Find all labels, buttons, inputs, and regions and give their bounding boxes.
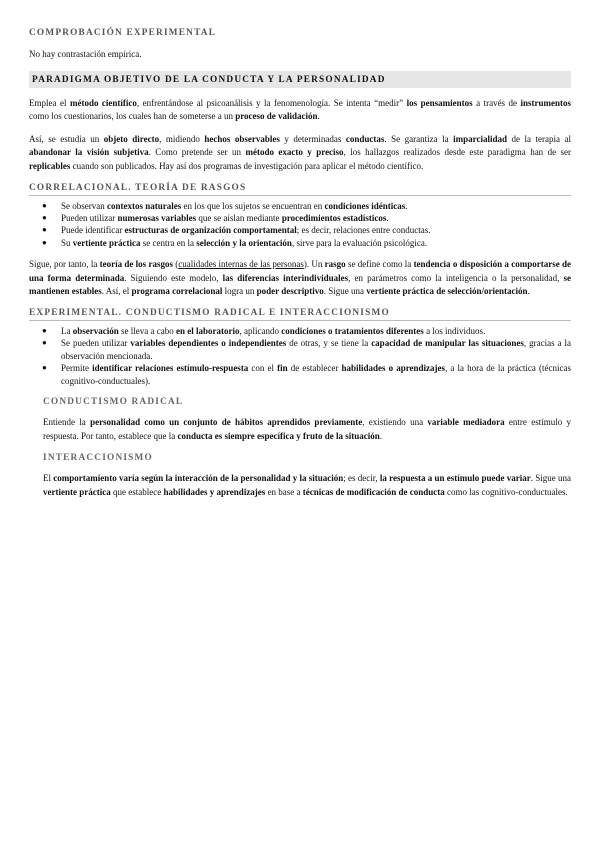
bold-text-run: conductas — [345, 133, 385, 144]
text-run: ( — [172, 259, 179, 270]
text-run: Puede identificar — [61, 225, 125, 236]
bold-text-run: conducta es siempre específica y fruto de la situación — [177, 430, 380, 441]
document-page — [29, 22, 571, 499]
text-run: con el — [248, 363, 278, 374]
text-run: , existiendo una — [362, 417, 428, 427]
bold-text-run: capacidad de manipular las situaciones — [371, 338, 524, 349]
bold-text-run: replicables — [29, 160, 71, 171]
bold-text-run: habilidades o aprendizajes — [341, 363, 446, 374]
text-run: Emplea el — [29, 97, 70, 108]
text-run: en los que los sujetos se encuentran en — [181, 200, 325, 211]
bold-text-run: poder descriptivo — [256, 286, 324, 297]
text-run: se lleva a cabo — [118, 325, 176, 336]
bold-text-run: hechos observables — [204, 133, 280, 144]
bold-text-run: método exacto y preciso — [245, 147, 344, 158]
list-item — [29, 325, 571, 337]
text-run: . Siguiendo este modelo, — [124, 272, 223, 283]
bold-text-run: instrumentos — [520, 97, 572, 108]
text-run: entre estímulo y respuesta. Por tanto, establece que la — [43, 417, 571, 441]
bold-text-run: abandonar la visión subjetiva — [29, 147, 149, 158]
text-run: Así, se estudia un — [29, 133, 104, 144]
text-run: como las cognitivo-conductuales. — [444, 486, 568, 497]
text-run: Sigue, por tanto, la — [29, 259, 100, 270]
bold-text-run: personalidad como un conjunto de hábitos aprendidos previamente — [90, 417, 363, 427]
bold-text-run: programa correlacional — [131, 286, 223, 297]
bold-text-run: técnicas de modificación de conducta — [302, 486, 445, 497]
bold-text-run: habilidades y aprendizajes — [163, 486, 266, 497]
bold-text-run: identificar relaciones estímulo-respuesta — [92, 363, 249, 374]
bold-text-run: método científico — [69, 97, 137, 108]
text-run: se centra en la — [140, 237, 197, 248]
bold-text-run: variable mediadora — [427, 417, 505, 427]
text-run: , en parámetros como la inteligencia o la personalidad, — [348, 272, 564, 283]
text-run: ). Un — [303, 259, 325, 270]
text-run: , midiendo — [159, 133, 205, 144]
text-run: . — [317, 111, 320, 122]
text-run: . — [527, 286, 530, 297]
text-run: La — [61, 325, 73, 336]
bold-text-run: tendencia o disposición a comportarse de una forma determinada — [29, 259, 571, 283]
list-item — [29, 237, 571, 249]
text-run: , los hallazgos realizados desde este paradigma han de ser — [343, 147, 572, 158]
bold-text-run: fin — [277, 363, 288, 374]
text-run: de otras, y se tiene la — [286, 338, 372, 349]
heading-experimental: EXPERIMENTAL. CONDUCTISMO RADICAL E INTERACCIONISMO — [29, 308, 571, 321]
text-run: . — [405, 200, 408, 211]
text-run: , enfrentándose al psicoanálisis y la fenomenología. Se intenta “medir” — [136, 97, 407, 108]
bold-text-run: condiciones idénticas — [324, 200, 406, 211]
text-run: a los individuos. — [423, 325, 486, 336]
heading-comprobacion: COMPROBACIÓN EXPERIMENTAL — [29, 28, 217, 38]
bullet-icon: ● — [42, 363, 47, 373]
bold-text-run: las diferencias interindividuales — [222, 272, 349, 283]
bullet-icon: ● — [42, 338, 47, 348]
bold-text-run: contextos naturales — [107, 200, 182, 211]
text-run: se define como la — [345, 259, 414, 270]
text-run: . Así, el — [101, 286, 132, 297]
comprobacion-text: No hay contrastación empírica. — [29, 49, 142, 59]
bold-text-run: los pensamientos — [406, 97, 473, 108]
bold-text-run: rasgo — [324, 259, 346, 270]
bold-text-run: se mantienen estables — [29, 272, 571, 297]
heading-correlacional: CORRELACIONAL. TEORÍA DE RASGOS — [29, 183, 571, 196]
bold-text-run: vertiente práctica — [43, 486, 111, 497]
bullet-icon: ● — [42, 212, 47, 222]
text-run: . — [386, 212, 389, 223]
list-item — [29, 224, 571, 236]
text-run: como los cuestionarios, los cuales han de someterse a un — [29, 111, 236, 122]
text-run: El — [43, 473, 54, 484]
text-run: Entiende la — [43, 417, 91, 427]
list-item — [29, 337, 571, 362]
text-run: ; es decir, relaciones entre conductas. — [296, 225, 431, 236]
text-run: que establece — [110, 486, 164, 497]
text-run: ; es decir, — [343, 473, 380, 484]
text-run: , a la hora de la práctica (técnicas cognitivo-conductuales). — [61, 363, 571, 386]
paradigma-paragraph-2 — [29, 133, 571, 174]
correlacional-bullets — [29, 200, 571, 250]
text-run: de establecer — [287, 363, 342, 374]
text-run: . Sigue una — [323, 286, 367, 297]
text-run: de la terapia al — [506, 133, 571, 144]
bullet-icon: ● — [42, 200, 47, 210]
conductismo-paragraph — [43, 416, 571, 443]
list-item — [29, 200, 571, 212]
bold-text-run: vertiente práctica de selección/orientación — [366, 286, 528, 297]
bold-text-run: la respuesta a un estímulo puede variar — [379, 473, 531, 484]
text-run: que se aíslan mediante — [196, 212, 282, 223]
text-run: Se observan — [61, 200, 107, 211]
bold-text-run: teoría de los rasgos — [99, 259, 173, 270]
text-run: , sirve para la evaluación psicológica. — [291, 237, 428, 248]
text-run: Se pueden utilizar — [61, 338, 131, 349]
bold-text-run: comportamiento varía según la interacción de la personalidad y la situación — [53, 473, 344, 484]
paradigma-paragraph-1 — [29, 97, 571, 124]
bold-text-run: selección y la orientación — [196, 237, 292, 248]
text-run: Su — [61, 237, 73, 248]
bullet-icon: ● — [42, 237, 47, 247]
bold-text-run: vertiente práctica — [72, 237, 141, 248]
bold-text-run: estructuras de organización comportamental — [124, 225, 297, 236]
text-run: en base a — [265, 486, 303, 497]
text-run: a través de — [472, 97, 521, 108]
bold-text-run: proceso de validación — [235, 111, 318, 122]
bullet-icon: ● — [42, 325, 47, 335]
bold-text-run: variables dependientes o independientes — [130, 338, 287, 349]
text-run: Pueden utilizar — [61, 212, 118, 223]
correlacional-paragraph — [29, 258, 571, 299]
bold-text-run: imparcialidad — [453, 133, 507, 144]
text-run: , aplicando — [239, 325, 282, 336]
bold-text-run: procedimientos estadísticos — [281, 212, 387, 223]
bold-text-run: objeto directo — [103, 133, 160, 144]
heading-paradigma: PARADIGMA OBJETIVO DE LA CONDUCTA Y LA PERSONALIDAD — [29, 71, 571, 88]
heading-interaccionismo: INTERACCIONISMO — [43, 453, 153, 464]
text-run: . Sigue una — [530, 473, 572, 484]
text-run: . Como pretende ser un — [148, 147, 246, 158]
bold-text-run: numerosas variables — [117, 212, 197, 223]
underlined-text-run: cualidades internas de las personas — [178, 259, 304, 270]
list-item — [29, 212, 571, 224]
text-run: cuando son publicados. Hay así dos programas de investigación para aplicar el método científico. — [70, 160, 424, 171]
heading-conductismo: CONDUCTISMO RADICAL — [43, 397, 184, 407]
bold-text-run: condiciones o tratamientos diferentes — [281, 325, 424, 336]
text-run: . — [379, 430, 383, 441]
text-run: Permite — [61, 363, 93, 374]
list-item — [29, 362, 571, 387]
text-run: y determinadas — [279, 133, 346, 144]
text-run: . Se garantiza la — [384, 133, 454, 144]
experimental-bullets — [29, 325, 571, 387]
bullet-icon: ● — [42, 225, 47, 235]
interaccionismo-paragraph — [43, 472, 571, 499]
bold-text-run: observación — [72, 325, 119, 336]
text-run: , gracias a la observación mencionada. — [61, 338, 571, 361]
text-run: logra un — [222, 286, 257, 297]
bold-text-run: en el laboratorio — [175, 325, 240, 336]
